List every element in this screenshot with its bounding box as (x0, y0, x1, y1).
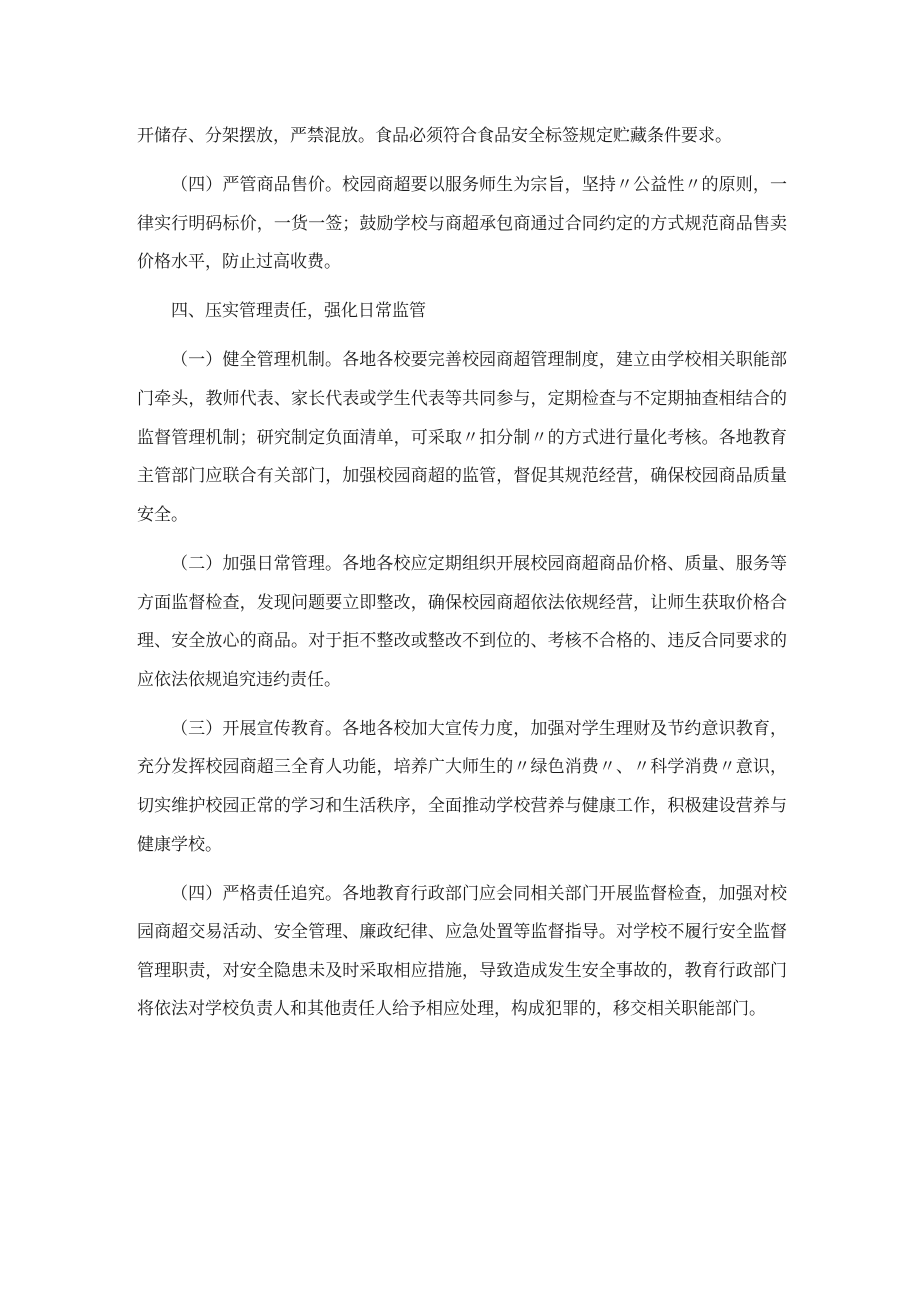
paragraph-daily-management: （二）加强日常管理。各地各校应定期组织开展校园商超商品价格、质量、服务等方面监督检查，发现问题要立即整改，确保校园商超依法依规经营，让师生获取价格合理、安全放心的商品。对于拒不整改或整改不到位的、考核不合格的、违反合同要求的应依法依规追究违约责任。 (137, 553, 787, 690)
paragraph-accountability: （四）严格责任追究。各地教育行政部门应会同相关部门开展监督检查，加强对校园商超交易活动、安全管理、廉政纪律、应急处置等监督指导。对学校不履行安全监督管理职责，对安全隐患未及时采取相应措施，导致造成发生安全事故的，教育行政部门将依法对学校负责人和其他责任人给予相应处理，构成犯罪的，移交相关职能部门。 (137, 883, 787, 1020)
paragraph-price-control: （四）严管商品售价。校园商超要以服务师生为宗旨，坚持〃公益性〃的原则，一律实行明码标价，一货一签；鼓励学校与商超承包商通过合同约定的方式规范商品售卖价格水平，防止过高收费。 (137, 175, 787, 273)
paragraph-publicity-education: （三）开展宣传教育。各地各校加大宣传力度，加强对学生理财及节约意识教育，充分发挥校园商超三全育人功能，培养广大师生的〃绿色消费〃、〃科学消费〃意识，切实维护校园正常的学习和生活秩序，全面推动学校营养与健康工作，积极建设营养与健康学校。 (137, 718, 787, 855)
paragraph-management-mechanism: （一）健全管理机制。各地各校要完善校园商超管理制度，建立由学校相关职能部门牵头，教师代表、家长代表或学生代表等共同参与，定期检查与不定期抽查相结合的监督管理机制；研究制定负面清单，可采取〃扣分制〃的方式进行量化考核。各地教育主管部门应联合有关部门，加强校园商超的监管，督促其规范经营，确保校园商品质量安全。 (137, 350, 787, 525)
paragraph-continuation: 开储存、分架摆放，严禁混放。食品必须符合食品安全标签规定贮藏条件要求。 (137, 126, 732, 146)
document-body (137, 117, 787, 1040)
section-heading-4: 四、压实管理责任，强化日常监管 (171, 301, 426, 322)
